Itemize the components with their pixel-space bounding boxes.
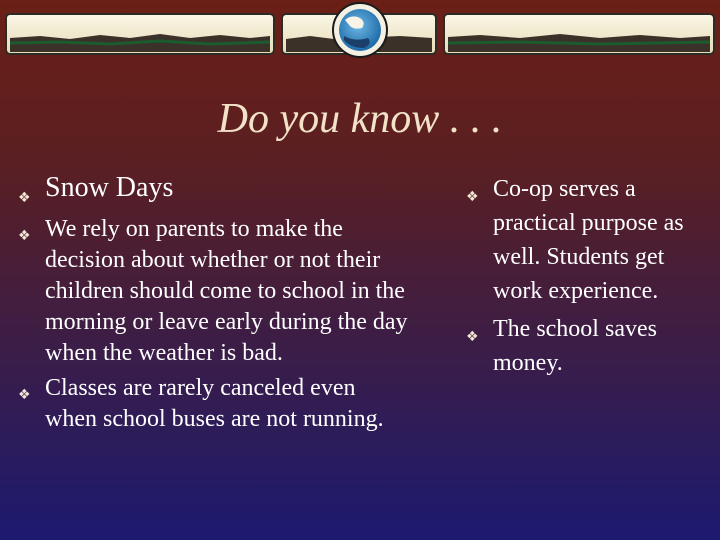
landscape-banner: [0, 0, 720, 64]
slide-title: Do you know . . .: [217, 96, 503, 142]
left-column: [18, 170, 408, 439]
diamond-bullet-icon: ❖: [466, 189, 479, 205]
heading-text: Snow Days: [45, 172, 174, 203]
bullet-text: We rely on parents to make the decision about whether or not their children should come to school in the morning or leave early during the day when the weather is bad.: [45, 216, 408, 366]
bullet-item-classes: [18, 373, 408, 435]
snow-days-heading: [18, 170, 408, 206]
right-column: [466, 172, 716, 384]
banner-panel-right: [444, 14, 714, 54]
bullet-text: The school saves money.: [493, 316, 657, 376]
diamond-bullet-icon: ❖: [18, 387, 31, 403]
diamond-bullet-icon: ❖: [466, 329, 479, 345]
diamond-bullet-icon: ❖: [18, 190, 31, 206]
banner-panel-left: [6, 14, 274, 54]
bullet-item-saves-money: [466, 312, 716, 380]
diamond-bullet-icon: ❖: [18, 228, 31, 244]
bullet-text: Classes are rarely canceled even when school buses are not running.: [45, 375, 384, 432]
bullet-text: Co-op serves a practical purpose as well. Students get work experience.: [493, 176, 684, 304]
globe-icon: [333, 3, 387, 57]
bullet-item-parents: [18, 214, 408, 369]
bullet-item-co-op: [466, 172, 716, 308]
